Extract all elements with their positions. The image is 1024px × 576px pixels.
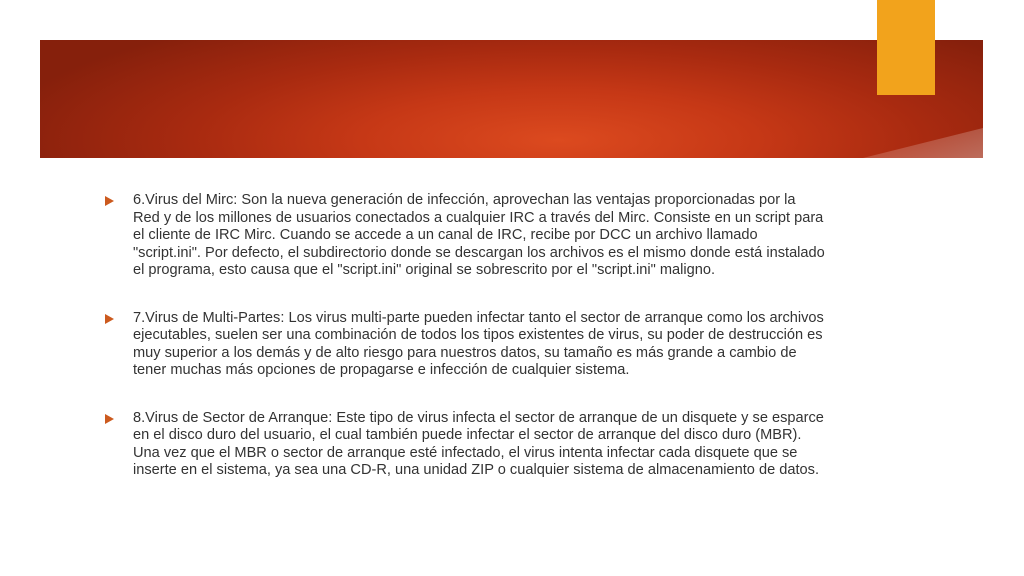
triangle-bullet-icon [105, 196, 114, 206]
bullet-list [105, 192, 825, 480]
bullet-text: 6.Virus del Mirc: Son la nueva generación de infección, aprovechan las ventajas proporcionadas por la Red y de los millones de usuarios conectados a cualquier IRC a través del Mirc. Consiste en un script para el cliente de IRC Mirc. Cuando se accede a un canal de IRC, recibe por DCC un archivo llamado "script.ini". Por defecto, el subdirectorio donde se descargan los archivos es el mismo donde está instalado el programa, esto causa que el "script.ini" original se sobrescrito por el "script.ini" maligno. [133, 192, 825, 278]
triangle-bullet-icon [105, 314, 114, 324]
bullet-item-7 [105, 310, 825, 380]
bullet-item-6 [105, 192, 825, 280]
triangle-bullet-icon [105, 414, 114, 424]
bullet-item-8 [105, 410, 825, 480]
bullet-text: 7.Virus de Multi-Partes: Los virus multi-parte pueden infectar tanto el sector de arranque como los archivos ejecutables, suelen ser una combinación de todos los tipos existentes de virus, su poder de destrucción es muy superior a los demás y de alto riesgo para nuestros datos, su tamaño es más grande a cambio de tener muchas más opciones de propagarse e infección de cualquier sistema. [133, 309, 824, 378]
title-banner [40, 40, 983, 158]
bullet-text: 8.Virus de Sector de Arranque: Este tipo de virus infecta el sector de arranque de un disquete y se esparce en el disco duro del usuario, el cual también puede infectar el sector de arranque del disco duro (MBR). Una vez que el MBR o sector de arranque esté infectado, el virus intenta infectar cada disquete que se inserte en el sistema, ya sea una CD-R, una unidad ZIP o cualquier sistema de almacenamiento de datos. [133, 409, 824, 478]
accent-tab [877, 0, 935, 95]
